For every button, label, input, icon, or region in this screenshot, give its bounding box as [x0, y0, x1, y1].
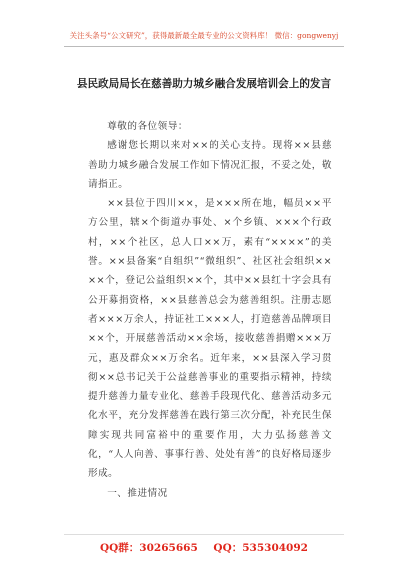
qq-group: QQ群：30265665 [100, 542, 198, 554]
section-heading: 一、推进情况 [107, 487, 168, 499]
document-title: 县民政局局长在慈善助力城乡融合发展培训会上的发言 [76, 78, 332, 90]
footer-contact [0, 540, 408, 555]
salutation: 尊敬的各位领导： [107, 121, 188, 132]
header-note: 关注头条号“公文研究”，获得最新最全最专业的公文资料库！ 微信：gongwenyj [69, 31, 339, 40]
paragraph-2: ××县位于四川××，是×××所在地，幅员××平方公里，辖×个街道办事处、×个乡镇、×××个行政村，××个社区，总人口××万，素有“××××”的美誉。××县备案“自组织”“微组织”、社区社会组织××××个，登记公益组织××个，其中××县红十字会具有公开募捐资格，××县慈善总会为慈善组织。注册志愿者×××万余人，持证社工×××人，打造慈善品牌项目××个，开展慈善活动××余场，接收慈善捐赠×××万元，惠及群众××万余名。近年来，××县深入学习贯彻××总书记关于公益慈善事业的重要指示精神，持续提升慈善力量专业化、慈善手段现代化、慈善活动多元化水平，充分发挥慈善在践行第三次分配，补充民生保障实现共同富裕中的重要作用，大力弘扬慈善文化，“人人向善、事事行善、处处有善”的良好格局逐步形成。 [88, 198, 332, 480]
document-body [88, 117, 332, 503]
footer-divider [64, 534, 344, 535]
qq-number: QQ：535304092 [213, 542, 308, 554]
paragraph-1: 感谢您长期以来对××的关心支持。现将××县慈善助力城乡融合发展工作如下情况汇报，不妥之处，敬请指正。 [88, 140, 332, 190]
header-divider [64, 46, 344, 47]
